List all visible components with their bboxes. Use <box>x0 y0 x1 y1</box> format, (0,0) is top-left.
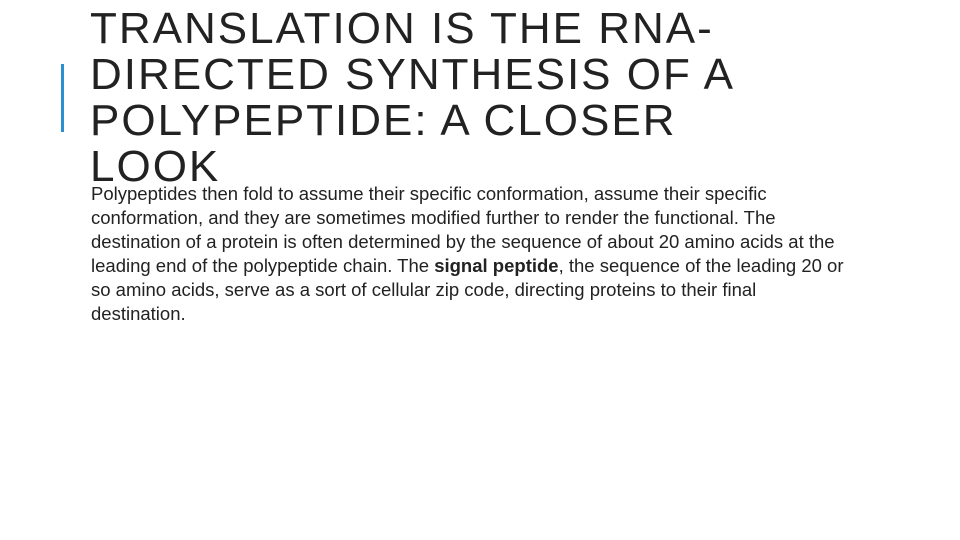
body-paragraph <box>91 182 851 326</box>
slide-title: TRANSLATION IS THE RNA- DIRECTED SYNTHESIS OF A POLYPEPTIDE: A CLOSER LOOK <box>90 4 735 191</box>
signal-peptide-term: signal peptide <box>434 255 559 276</box>
body-text-part-2: , the sequence of the leading 20 or so amino acids, serve as a sort of cellular zip code, directing proteins to their final destination. <box>91 255 844 324</box>
title-accent-bar <box>61 64 64 132</box>
body-text-part-1: Polypeptides then fold to assume their specific conformation, assume their specific conformation, and they are sometimes modified further to render the functional. The destination of a protein is often determined by the sequence of about 20 amino acids at the leading end of the polypeptide chain. The <box>91 183 835 276</box>
